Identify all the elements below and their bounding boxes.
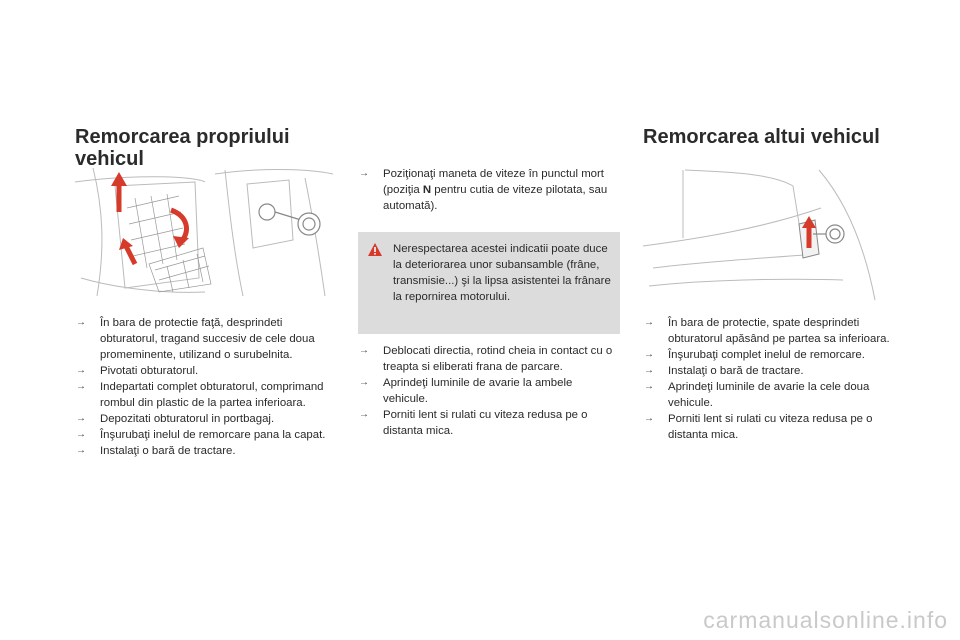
list-item: → Aprindeţi luminile de avarie la ambele vehicule. [358, 375, 620, 407]
right-instructions-list [643, 315, 893, 443]
watermark: carmanualsonline.info [703, 607, 948, 633]
list-item: → Porniti lent si rulati cu viteza redusa pe o distanta mica. [643, 411, 893, 443]
left-instructions-list [75, 315, 337, 459]
list-item: → Pivotati obturatorul. [75, 363, 337, 379]
list-item: → Porniti lent si rulati cu viteza redusa pe o distanta mica. [358, 407, 620, 439]
list-item: → Indepartati complet obturatorul, comprimand rombul din plastic de la partea inferioara. [75, 379, 337, 411]
rear-bumper-illustration [643, 168, 885, 302]
list-item: → Instalaţi o bară de tractare. [643, 363, 893, 379]
warning-box [358, 232, 620, 334]
list-item: → Aprindeţi luminile de avarie la cele doua vehicule. [643, 379, 893, 411]
list-item: → Instalaţi o bară de tractare. [75, 443, 337, 459]
list-item-neutral-gear [358, 166, 620, 214]
warning-text: Nerespectarea acestei indicatii poate duce la deteriorarea unor subansamble (frâne, transmisie...) şi la lipsa asistentei la frânare la repornirea motorului. [393, 243, 611, 303]
gear-position-n: N [422, 184, 432, 196]
middle-instructions-list [358, 343, 620, 439]
list-item: → În bara de protectie, spate desprindeti obturatorul apăsând pe partea sa inferioara. [643, 315, 893, 347]
front-bumper-illustration [75, 168, 335, 298]
title-own-vehicle: Remorcarea propriului vehicul [75, 126, 290, 170]
middle-intro-list [358, 166, 620, 214]
list-item: → În bara de protectie faţă, desprindeti obturatorul, tragand succesiv de cele doua promeminente, utilizand o surubelnita. [75, 315, 337, 363]
list-item: → Înşurubaţi complet inelul de remorcare. [643, 347, 893, 363]
intro-text-start: Poziţionaţi maneta de viteze în punctul mort (poziţia [383, 168, 604, 196]
warning-icon [367, 242, 383, 258]
list-item: → Depozitati obturatorul in portbagaj. [75, 411, 337, 427]
title-other-vehicle: Remorcarea altui vehicul [643, 126, 880, 148]
intro-text-end: pentru cutia de viteze pilotata, sau automată). [383, 184, 608, 212]
list-item: → Înşurubaţi inelul de remorcare pana la capat. [75, 427, 337, 443]
list-item: → Deblocati directia, rotind cheia in contact cu o treapta si eliberati frana de parcare. [358, 343, 620, 375]
